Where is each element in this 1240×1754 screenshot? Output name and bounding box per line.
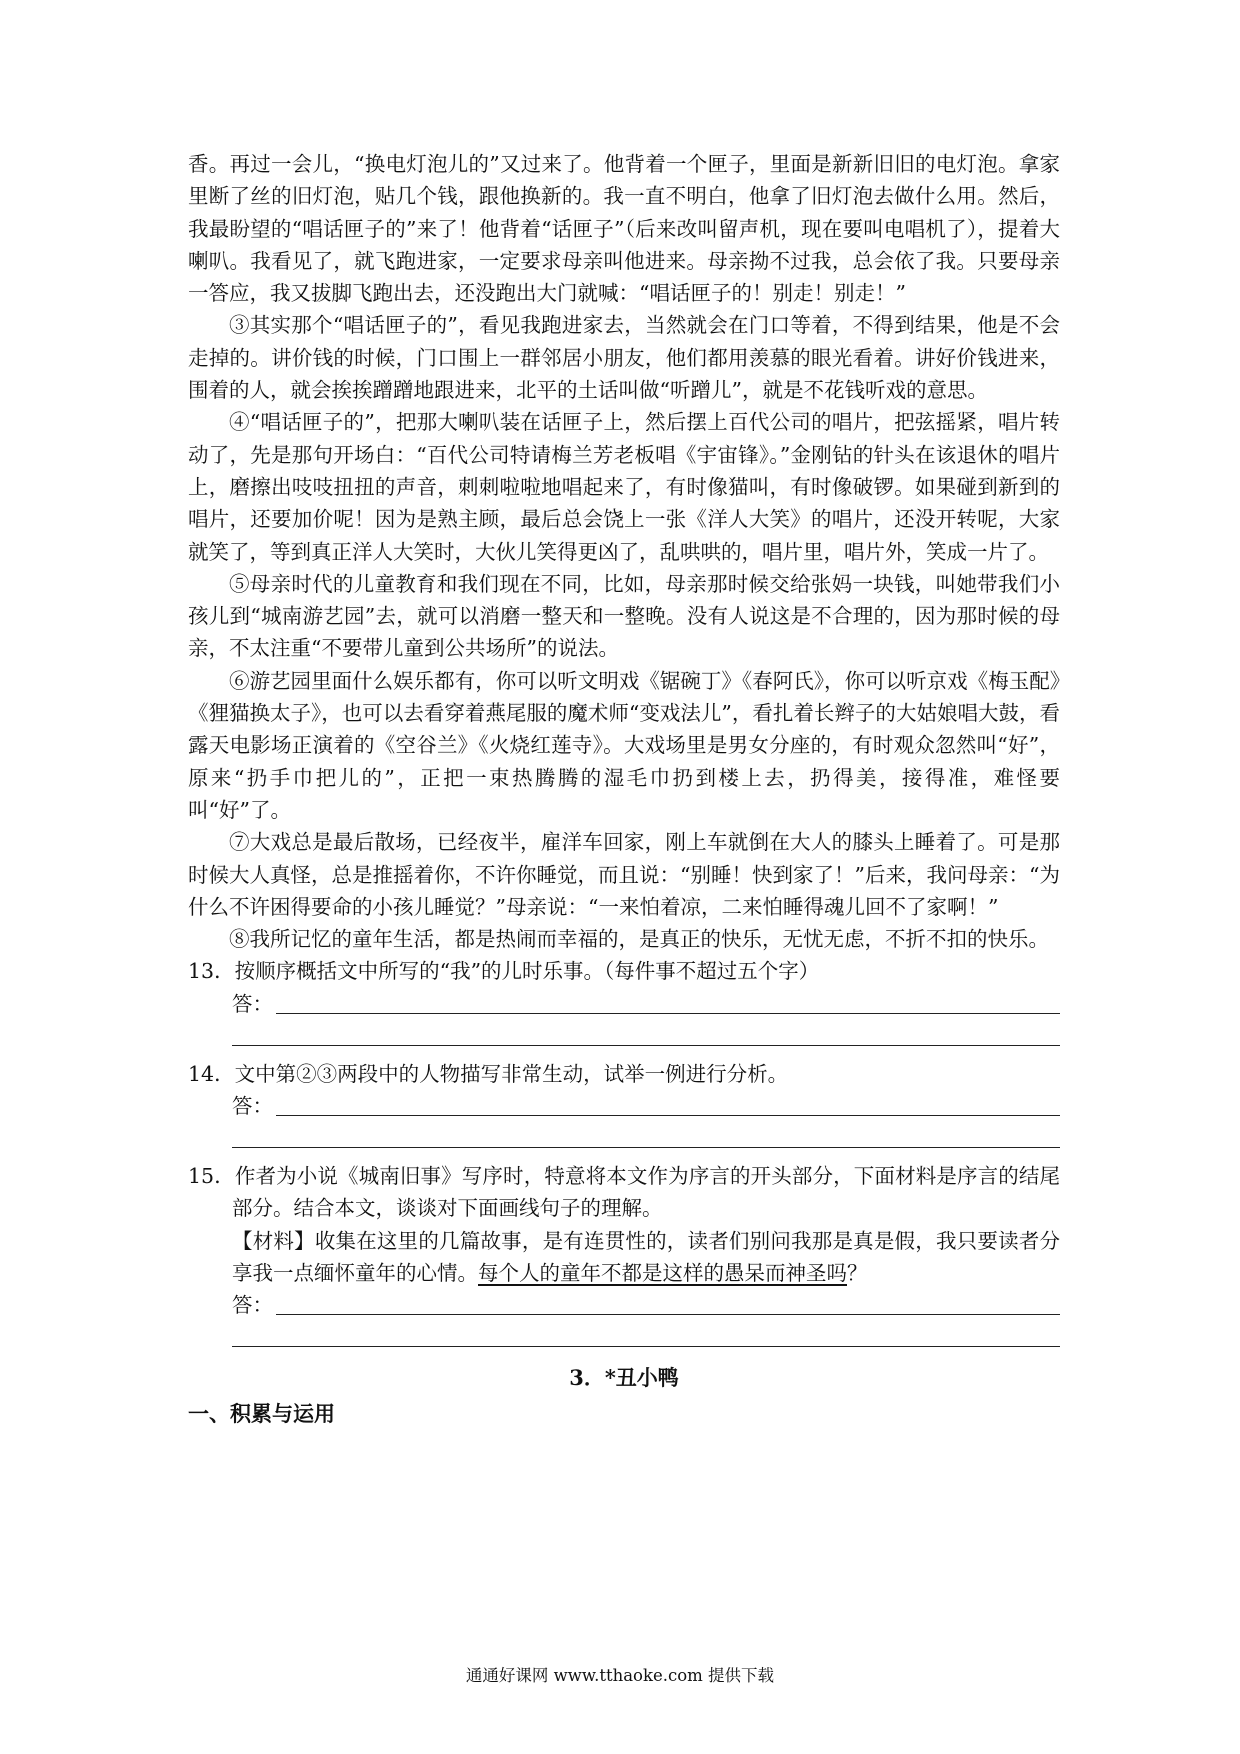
section-title: 3．*丑小鸭: [569, 1365, 679, 1391]
question-13: 13．按顺序概括文中所写的“我”的儿时乐事。（每件事不超过五个字）: [188, 959, 820, 984]
paragraph-6: ⑥游艺园里面什么娱乐都有，你可以听文明戏《锯碗丁》《春阿氏》，你可以听京戏《梅玉配》《狸猫换太子》，也可以去看穿着燕尾服的魔术师“变戏法儿”，看扎着长辫子的大姑娘唱大鼓，看露天电影场正演着的《空谷兰》《火烧红莲寺》。大戏场里是男女分座的，有时观众忽然叫“好”，原来“扔手巾把儿的”，正把一束热腾腾的湿毛巾扔到楼上去，扔得美，接得准，难怪要叫“好”了。: [188, 668, 1060, 822]
paragraph-continued: 香。再过一会儿，“换电灯泡儿的”又过来了。他背着一个匣子，里面是新新旧旧的电灯泡。拿家里断了丝的旧灯泡，贴几个钱，跟他换新的。我一直不明白，他拿了旧灯泡去做什么用。然后，我最盼望的“唱话匣子的”来了！他背着“话匣子”（后来改叫留声机，现在要叫电唱机了），提着大喇叭。我看见了，就飞跑进家，一定要求母亲叫他进来。母亲拗不过我，总会依了我。只要母亲一答应，我又拔脚飞跑出去，还没跑出大门就喊：“唱话匣子的！别走！别走！”: [188, 152, 1060, 306]
answer-underline: [276, 1314, 1060, 1315]
answer-label: 答：: [232, 1293, 273, 1318]
material-underlined-sentence: 每个人的童年不都是这样的愚呆而神圣吗: [478, 1260, 847, 1285]
paragraph-8: ⑧我所记忆的童年生活，都是热闹而幸福的，是真正的快乐，无忧无虑，不折不扣的快乐。: [229, 927, 1049, 952]
paragraph-3: ③其实那个“唱话匣子的”，看见我跑进家去，当然就会在门口等着，不得到结果，他是不会走掉的。讲价钱的时候，门口围上一群邻居小朋友，他们都用羡慕的眼光看着。讲好价钱进来，围着的人，就会挨挨蹭蹭地跟进来，北平的土话叫做“听蹭儿”，就是不花钱听戏的意思。: [188, 313, 1060, 403]
material-text: [188, 1225, 1060, 1290]
answer-line-14a[interactable]: [188, 1090, 1060, 1122]
paragraph-4: ④“唱话匣子的”，把那大喇叭装在话匣子上，然后摆上百代公司的唱片，把弦摇紧，唱片转动了，先是那句开场白：“百代公司特请梅兰芳老板唱《宇宙锋》。”金刚钻的针头在该退休的唱片上，磨擦出吱吱扭扭的声音，刺刺啦啦地唱起来了，有时像猫叫，有时像破锣。如果碰到新到的唱片，还要加价呢！因为是熟主顾，最后总会饶上一张《洋人大笑》的唱片，还没开转呢，大家就笑了，等到真正洋人大笑时，大伙儿笑得更凶了，乱哄哄的，唱片里，唱片外，笑成一片了。: [188, 410, 1060, 564]
answer-line-14b[interactable]: [232, 1122, 1060, 1154]
answer-line-15a[interactable]: [188, 1289, 1060, 1321]
material-suffix: ？: [847, 1260, 868, 1285]
question-15: 15．作者为小说《城南旧事》写序时，特意将本文作为序言的开头部分，下面材料是序言的结尾部分。结合本文，谈谈对下面画线句子的理解。: [188, 1164, 1060, 1221]
answer-underline: [276, 1115, 1060, 1116]
question-14: 14．文中第②③两段中的人物描写非常生动，试举一例进行分析。: [188, 1061, 789, 1086]
paragraph-5: ⑤母亲时代的儿童教育和我们现在不同，比如，母亲那时候交给张妈一块钱，叫她带我们小孩儿到“城南游艺园”去，就可以消磨一整天和一整晚。没有人说这是不合理的，因为那时候的母亲，不太注重“不要带儿童到公共场所”的说法。: [188, 571, 1060, 661]
answer-underline: [276, 1013, 1060, 1014]
part-title: 一、积累与运用: [188, 1401, 335, 1427]
material-prefix: 【材料】收集在这里的几篇故事，是有连贯性的，读者们别问我那是真是假，我只要读者分享我一点缅怀童年的心情。: [232, 1228, 1060, 1285]
answer-line-13a[interactable]: [188, 988, 1060, 1020]
document-body: [188, 148, 1060, 1431]
paragraph-7: ⑦大戏总是最后散场，已经夜半，雇洋车回家，刚上车就倒在大人的膝头上睡着了。可是那时候大人真怪，总是推摇着你，不许你睡觉，而且说：“别睡！快到家了！”后来，我问母亲：“为什么不许困得要命的小孩儿睡觉？”母亲说：“一来怕着凉，二来怕睡得魂儿回不了家啊！”: [188, 830, 1060, 919]
answer-line-13b[interactable]: [232, 1020, 1060, 1052]
page-footer: 通通好课网 www.tthaoke.com 提供下载: [465, 1666, 775, 1685]
answer-label: 答：: [232, 1094, 273, 1119]
answer-label: 答：: [232, 991, 273, 1016]
answer-line-15b[interactable]: [232, 1321, 1060, 1353]
